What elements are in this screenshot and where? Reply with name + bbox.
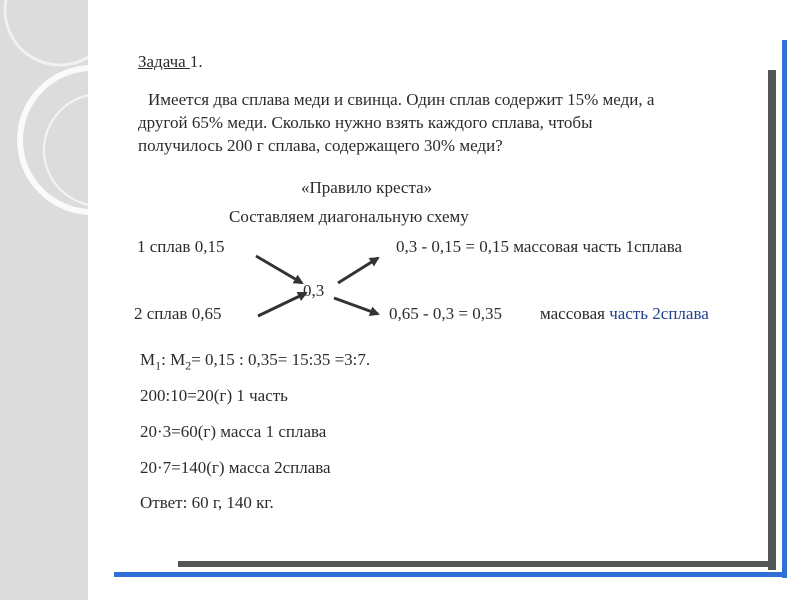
arrow-down-right [256,256,302,283]
problem-line-3: получилось 200 г сплава, содержащего 30% меди? [138,136,503,155]
cross-scheme-arrows [240,240,390,330]
answer-line: Ответ: 60 г, 140 кг. [140,493,274,512]
frame-shadow-horizontal [178,561,776,567]
solution-line-4: 20·7=140(г) масса 2сплава [140,458,331,477]
alloy1-calc: 0,3 - 0,15 = 0,15 массовая часть 1сплава [396,237,683,256]
alloy2-calc: 0,65 - 0,3 = 0,35 [389,304,502,323]
frame-border-horizontal [114,572,787,577]
solution-line-3: 20·3=60(г) масса 1 сплава [140,422,327,441]
problem-line-2: другой 65% меди. Сколько нужно взять каждого сплава, чтобы [138,113,593,132]
rule-heading: «Правило креста» [301,178,433,197]
alloy2-desc: массовая часть 2сплава [540,304,709,323]
arrow-up-right [338,258,378,283]
side-decor-panel [0,0,88,600]
alloy1-label: 1 сплав 0,15 [137,237,225,256]
solution-ratio: $М_1$: $М_2= 0,15$ : 0,35= 15:35 =3:7. [140,350,371,373]
solution-line-2: 200:10=20(г) 1 часть [140,386,288,405]
arrow-down-right-end [334,298,378,314]
frame-shadow-vertical [768,70,776,570]
center-value: 0,3 [303,281,325,300]
problem-line-1: Имеется два сплава меди и свинца. Один сплав содержит 15% меди, а [148,90,655,109]
frame-border-vertical [782,40,787,578]
arrow-up-left-end [258,293,306,316]
task-title: Задача 1. [138,52,203,71]
alloy2-label: 2 сплав 0,65 [134,304,222,323]
scheme-heading: Составляем диагональную схему [229,207,469,226]
circle-decor-icon [0,0,88,600]
